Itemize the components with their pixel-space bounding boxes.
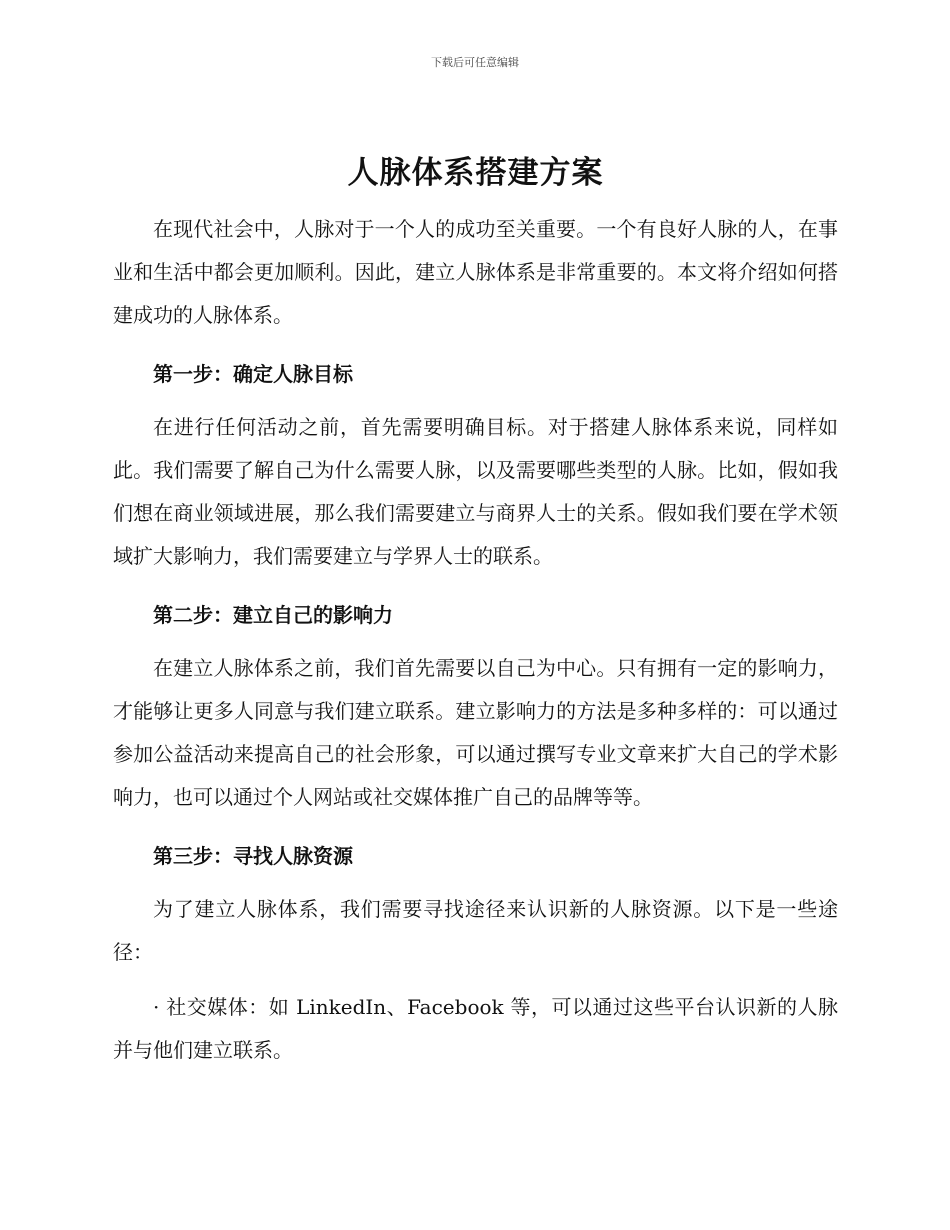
bullet-social-media: · 社交媒体：如 LinkedIn、Facebook 等，可以通过这些平台认识新的人脉并与他们建立联系。 bbox=[113, 995, 838, 1062]
section-body-step-2: 在建立人脉体系之前，我们首先需要以自己为中心。只有拥有一定的影响力，才能够让更多人同意与我们建立联系。建立影响力的方法是多种多样的：可以通过参加公益活动来提高自己的社会形象，可以通过撰写专业文章来扩大自己的学术影响力，也可以通过个人网站或社交媒体推广自己的品牌等等。 bbox=[113, 656, 838, 809]
section-heading-step-3: 第三步：寻找人脉资源 bbox=[153, 844, 353, 868]
intro-paragraph: 在现代社会中，人脉对于一个人的成功至关重要。一个有良好人脉的人，在事业和生活中都会更加顺利。因此，建立人脉体系是非常重要的。本文将介绍如何搭建成功的人脉体系。 bbox=[113, 217, 838, 327]
document-title: 人脉体系搭建方案 bbox=[347, 155, 604, 191]
section-body-step-3: 为了建立人脉体系，我们需要寻找途径来认识新的人脉资源。以下是一些途径： bbox=[113, 897, 838, 964]
document-content bbox=[113, 150, 838, 1072]
section-heading-step-2: 第二步：建立自己的影响力 bbox=[153, 603, 393, 627]
paragraph-gap bbox=[113, 974, 838, 986]
section-body-step-1: 在进行任何活动之前，首先需要明确目标。对于搭建人脉体系来说，同样如此。我们需要了解自己为什么需要人脉，以及需要哪些类型的人脉。比如，假如我们想在商业领域进展，那么我们需要建立与商界人士的关系。假如我们要在学术领域扩大影响力，我们需要建立与学界人士的联系。 bbox=[113, 415, 838, 568]
section-heading-step-1: 第一步：确定人脉目标 bbox=[153, 362, 353, 386]
header-note: 下载后可任意编辑 bbox=[431, 56, 519, 69]
